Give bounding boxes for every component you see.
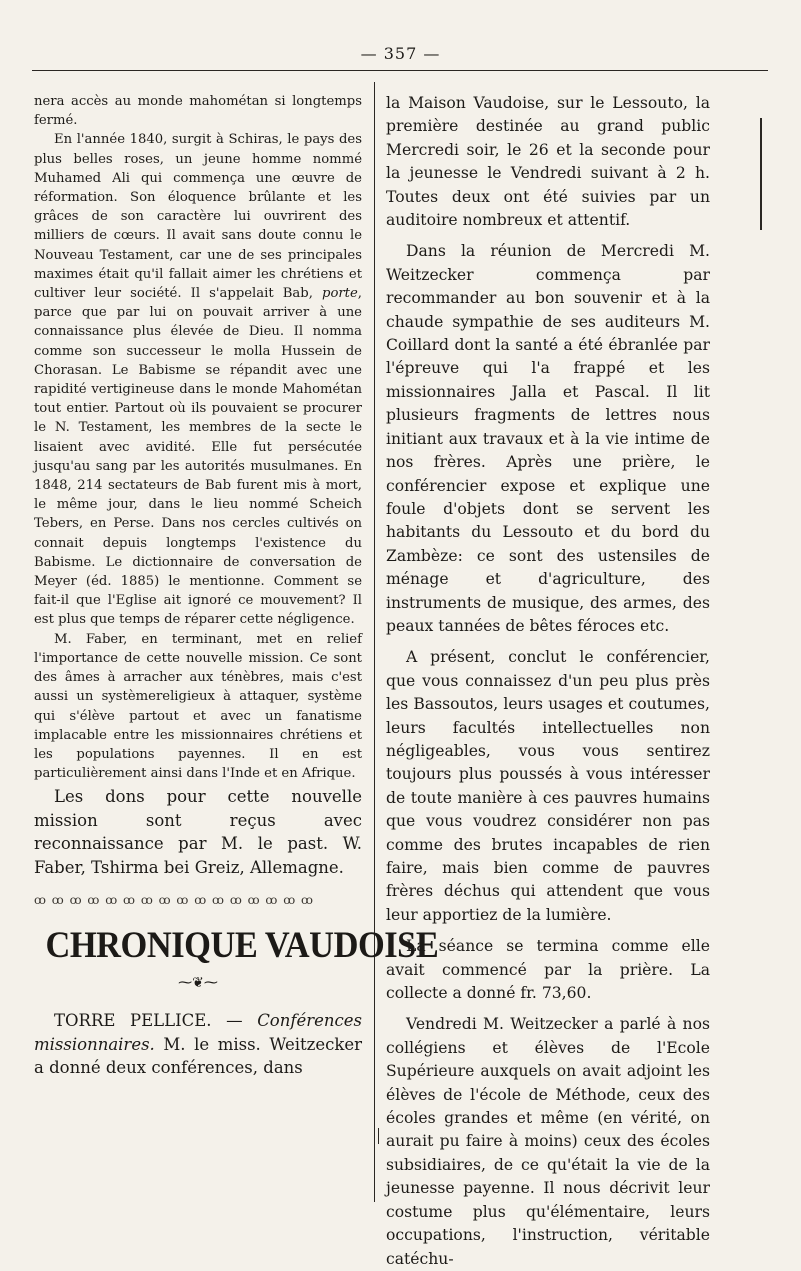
small-rule [378,1128,379,1144]
left-column [34,92,439,1080]
left-paragraph-1: nera accès au monde mahométan si longtemps fermé. [34,94,362,129]
torre-rest: M. le miss. Weitzecker a donné deux conférences, dans [34,1034,362,1078]
left-paragraph-3: M. Faber, en terminant, met en relief l'importance de cette nouvelle mission. Ce sont des âmes à arracher aux ténèbres, mais c'est aussi un systèmereligieux à attaquer, système qui s'élève partout et avec un fanatisme implacable entre les missionnaires chrétiens et les populations payennes. Il en est particulièrement ainsi dans l'Inde et en Afrique. [34,631,362,782]
left-paragraph-2 [34,130,362,629]
section-heading: CHRONIQUE VAUDOISE [45,925,439,967]
left-paragraph-2-rest: , parce que par lui on pouvait arriver à une connaissance plus élevée de Dieu. Il nomma comme son successeur le molla Hussein de Chorasan. Le Babisme se répandit avec une rapidité vertigineuse dans le monde Mahométan tout entier. Partout où ils pouvaient se procurer le N. Testament, les membres de la secte le lisaient avec avidité. Elle fut persécutée jusqu'au sang par les autorités musulmanes. En 1848, 214 sectateurs de Bab furent mis à mort, le même jour, dans le lieu nommé Scheich Tebers, en Perse. Dans nos cercles cultivés on connait depuis longtemps l'existence du Babisme. Le dictionnaire de conversation de Meyer (éd. 1885) le mentionne. Comment se fait-il que l'Eglise ait ignoré ce mouvement? Il est plus que temps de réparer cette négligence. [34,286,362,628]
page-number: — 357 — [360,44,441,63]
torre-pellice-paragraph [34,1009,362,1079]
ornament-divider: ꝏ ꝏ ꝏ ꝏ ꝏ ꝏ ꝏ ꝏ ꝏ ꝏ ꝏ ꝏ ꝏ ꝏ ꝏ ꝏ [34,892,315,907]
bab-word: porte [322,286,358,302]
right-paragraph-4: La séance se termina comme elle avait commencé par la prière. La collecte a donné fr. 73,60. [386,937,710,1003]
torre-place: TORRE PELLICE. — [54,1011,258,1031]
right-paragraph-2: Dans la réunion de Mercredi M. Weitzecker commença par recommander au bon souvenir et à la chaude sympathie de ses auditeurs M. Coillard dont la santé a été ébranlée par l'épreuve qui l'a frappé et les missionnaires Jalla et Pascal. Il lit plusieurs fragments de lettres nous initiant aux travaux et à la vie intime de nos frères. Après une prière, le conférencier expose et explique une foule d'objets dont se servent les habitants du Lessouto et du bord du Zambèze: ce sont des ustensiles de ménage et d'agriculture, des instruments de musique, des armes, des peaux tannées de bêtes féroces etc. [386,242,710,635]
top-rule [32,70,768,71]
right-paragraph-3: A présent, conclut le conférencier, que vous connaissez d'un peu plus près les Bassoutos, leurs usages et coutumes, leurs facultés intellectuelles non négligeables, vous vous sentirez toujours plus poussés à vous intéresser de toute manière à ces pauvres humains que vous voudrez considérer non pas comme des brutes incapables de rien faire, mais bien comme de pauvres frères déchus qui attendent que vous leur apportiez de la lumière. [386,648,710,924]
right-paragraph-1: la Maison Vaudoise, sur le Lessouto, la première destinée au grand public Mercredi soir, le 26 et la seconde pour la jeunesse le Vendredi suivant à 2 h. Toutes deux ont été suivies par un auditoire nombreux et attentif. [386,94,710,230]
heading-ornament: ⁓❦⁓ [178,975,218,992]
margin-mark [760,118,762,230]
right-paragraph-5: Vendredi M. Weitzecker a parlé à nos collégiens et élèves de l'Ecole Supérieure auxquels on avait adjoint les élèves de l'école de Méthode, ceux des écoles grandes et même (en vérité, on aurait pu faire à moins) ceux des écoles subsidiaires, de ce qu'était la vie de la jeunesse payenne. Il nous décrivit leur costume plus qu'élémentaire, leurs occupations, l'instruction, véritable catéchu- [386,1015,710,1268]
right-column [386,92,710,1271]
column-divider [374,82,375,1202]
donation-notice: Les dons pour cette nouvelle mission sont reçus avec reconnaissance par M. le past. W. Faber, Tshirma bei Greiz, Allemagne. [34,787,362,877]
left-paragraph-2-start: En l'année 1840, surgit à Schiras, le pays des plus belles roses, un jeune homme nommé Muhamed Ali qui commença une œuvre de réformation. Son éloquence brûlante et les grâces de son caractère lui ouvrirent des milliers de cœurs. Il avait sans doute connu le Nouveau Testament, car une de ses principales maximes était qu'il fallait aimer les chrétiens et cultiver leur société. Il s'appelait Bab, [34,132,362,302]
torre-title: Conférences missionnaires. [34,1011,362,1054]
